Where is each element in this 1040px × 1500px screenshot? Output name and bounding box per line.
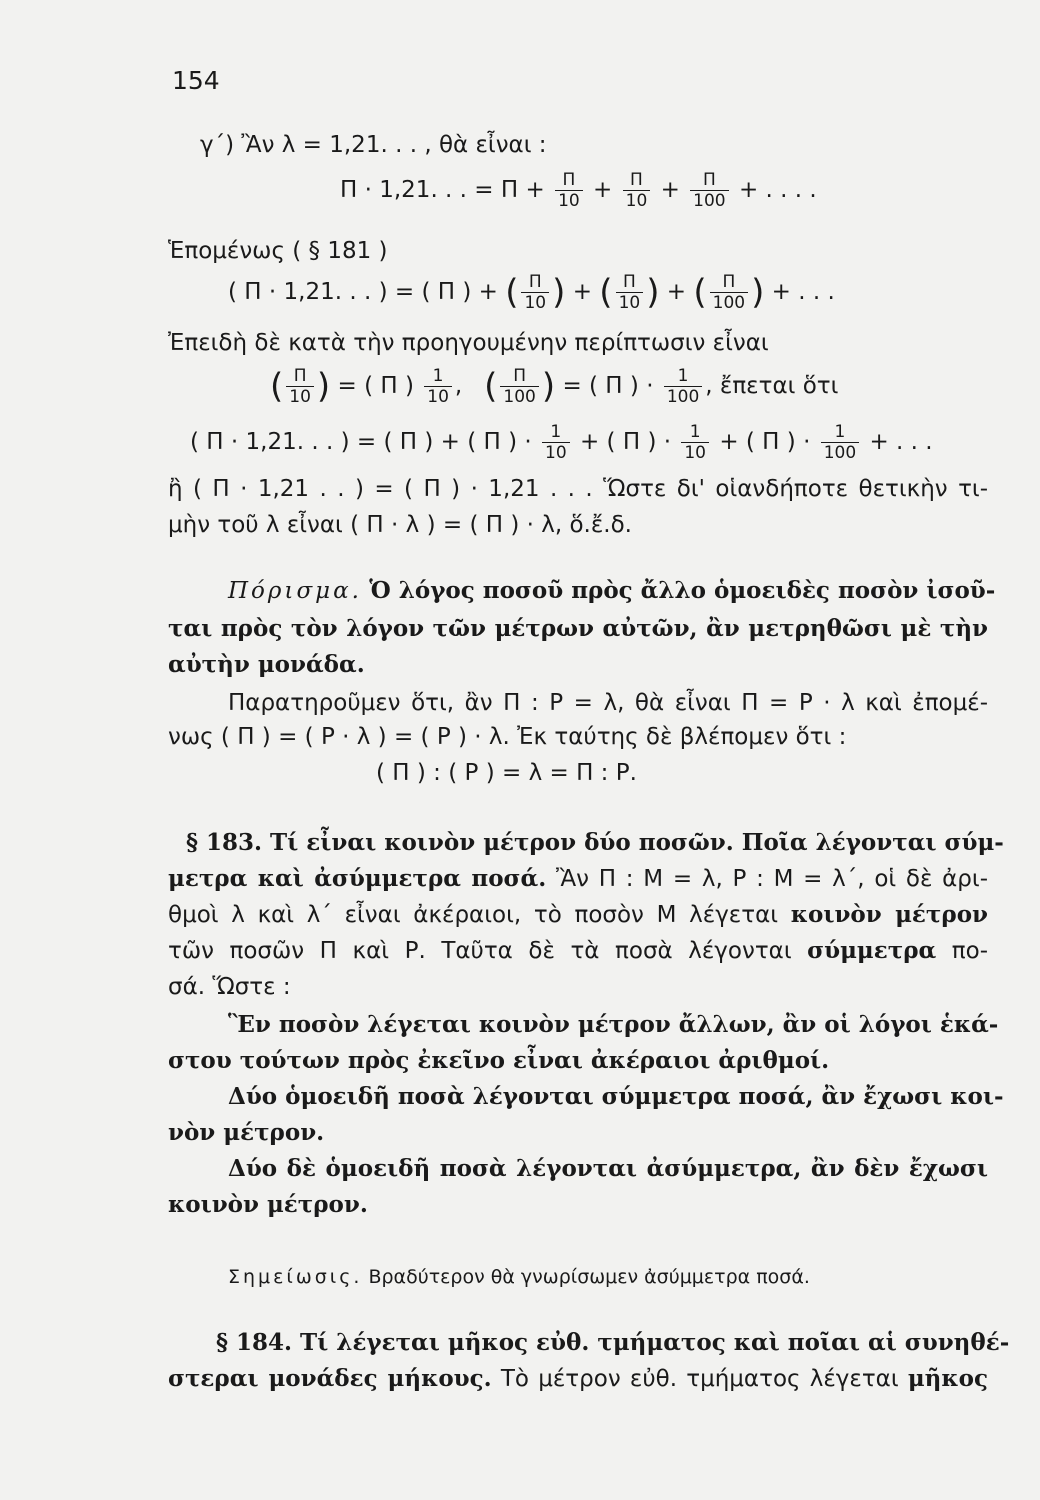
fraction: $\frac{\Pi}{100}$ <box>710 272 748 313</box>
equation-line: ( Π ) : ( Ρ ) = λ = Π : Ρ. <box>376 760 637 786</box>
fraction: $\frac{\Pi}{10}$ <box>555 170 583 211</box>
text-line: μὴν τοῦ λ εἶναι ( Π · λ ) = ( Π ) · λ, ὅ.ἔ.δ. <box>168 512 632 538</box>
text-line: Ἑπομένως ( § 181 ) <box>168 238 388 264</box>
equation-line: ( Π · 1,21. . . ) = ( Π ) + ( $\frac{\Pi}{10}$ ) + ( $\frac{\Pi}{10}$ ) + ( $\frac{\Pi}{100}$ ) + . . . <box>228 272 835 313</box>
fraction: $\frac{1}{100}$ <box>821 422 859 463</box>
text-line: γ΄) Ἂν λ = 1,21. . . , θὰ εἶναι : <box>200 132 547 158</box>
note-line: Σημείωσις. Βραδύτερον θὰ γνωρίσωμεν ἀσύμμετρα ποσά. <box>228 1266 810 1288</box>
text-line: νως ( Π ) = ( Ρ · λ ) = ( Ρ ) · λ. Ἐκ ταύτης δὲ βλέπομεν ὅτι : <box>168 724 847 750</box>
definition-line: Δύο ὁμοειδῆ ποσὰ λέγονται σύμμετρα ποσά, ἂν ἔχωσι κοι- <box>228 1083 1004 1110</box>
text-line: στεραι μονάδες μήκους. Τὸ μέτρον εὐθ. τμήματος λέγεται μῆκος <box>168 1365 988 1392</box>
section-heading: § 184. Τί λέγεται μῆκος εὐθ. τμήματος καὶ ποῖαι αἱ συνηθέ- <box>216 1329 1010 1356</box>
fraction: $\frac{1}{100}$ <box>664 366 702 407</box>
definition-line: στου τούτων πρὸς ἐκεῖνο εἶναι ἀκέραιοι ἀριθμοί. <box>168 1047 830 1074</box>
equation-line: ( $\frac{\Pi}{10}$ ) = ( Π ) $\frac{1}{10}$ , ( $\frac{\Pi}{100}$ ) = ( Π ) · $\frac{1}{100}$ , ἔπεται ὅτι <box>270 366 839 407</box>
corollary-line: αὐτὴν μονάδα. <box>168 651 365 678</box>
fraction: $\frac{\Pi}{10}$ <box>521 272 549 313</box>
fraction: $\frac{\Pi}{100}$ <box>500 366 538 407</box>
fraction: $\frac{1}{10}$ <box>542 422 570 463</box>
fraction: $\frac{1}{10}$ <box>681 422 709 463</box>
text-line: θμοὶ λ καὶ λ΄ εἶναι ἀκέραιοι, τὸ ποσὸν Μ λέγεται κοινὸν μέτρον <box>168 901 988 928</box>
fraction: $\frac{\Pi}{10}$ <box>286 366 314 407</box>
corollary-line: ται πρὸς τὸν λόγον τῶν μέτρων αὐτῶν, ἂν μετρηθῶσι μὲ τὴν <box>168 615 988 642</box>
fraction: $\frac{\Pi}{10}$ <box>616 272 644 313</box>
page-number: 154 <box>172 66 220 95</box>
text-line: ἢ ( Π · 1,21 . . ) = ( Π ) · 1,21 . . . Ὥστε δι' οἱανδήποτε θετικὴν τι- <box>168 476 988 502</box>
definition-line: νὸν μέτρον. <box>168 1119 325 1146</box>
text-line: τῶν ποσῶν Π καὶ Ρ. Ταῦτα δὲ τὰ ποσὰ λέγονται σύμμετρα πο- <box>168 937 988 964</box>
corollary-label: Πόρισμα. <box>228 578 362 604</box>
note-label: Σημείωσις. <box>228 1266 363 1288</box>
text-line: μετρα καὶ ἀσύμμετρα ποσά. Ἂν Π : Μ = λ, Ρ : Μ = λ΄, οἱ δὲ ἀρι- <box>168 865 988 892</box>
equation-line: Π · 1,21. . . = Π + $\frac{\Pi}{10}$ + $\frac{\Pi}{10}$ + $\frac{\Pi}{100}$ + . . . . <box>340 170 817 211</box>
fraction: $\frac{\Pi}{10}$ <box>623 170 651 211</box>
definition-line: Δύο δὲ ὁμοειδῆ ποσὰ λέγονται ἀσύμμετρα, ἂν δὲν ἔχωσι <box>228 1155 988 1182</box>
text-line: Παρατηροῦμεν ὅτι, ἂν Π : Ρ = λ, θὰ εἶναι Π = Ρ · λ καὶ ἐπομέ- <box>228 690 988 716</box>
text-line: σά. Ὥστε : <box>168 974 291 1000</box>
corollary-line: Πόρισμα. Ὁ λόγος ποσοῦ πρὸς ἄλλο ὁμοειδὲς ποσὸν ἰσοῦ- <box>228 577 996 604</box>
text-line: Ἐπειδὴ δὲ κατὰ τὴν προηγουμένην περίπτωσιν εἶναι <box>168 330 769 356</box>
section-heading: § 183. Τί εἶναι κοινὸν μέτρον δύο ποσῶν. Ποῖα λέγονται σύμ- <box>186 829 1004 856</box>
fraction: $\frac{\Pi}{100}$ <box>690 170 728 211</box>
definition-line: Ἓν ποσὸν λέγεται κοινὸν μέτρον ἄλλων, ἂν οἱ λόγοι ἑκά- <box>228 1011 999 1038</box>
definition-line: κοινὸν μέτρον. <box>168 1191 368 1218</box>
fraction: $\frac{1}{10}$ <box>424 366 452 407</box>
equation-line: ( Π · 1,21. . . ) = ( Π ) + ( Π ) · $\frac{1}{10}$ + ( Π ) · $\frac{1}{10}$ + ( Π ) · $\frac{1}{100}$ + . . . <box>190 422 933 463</box>
